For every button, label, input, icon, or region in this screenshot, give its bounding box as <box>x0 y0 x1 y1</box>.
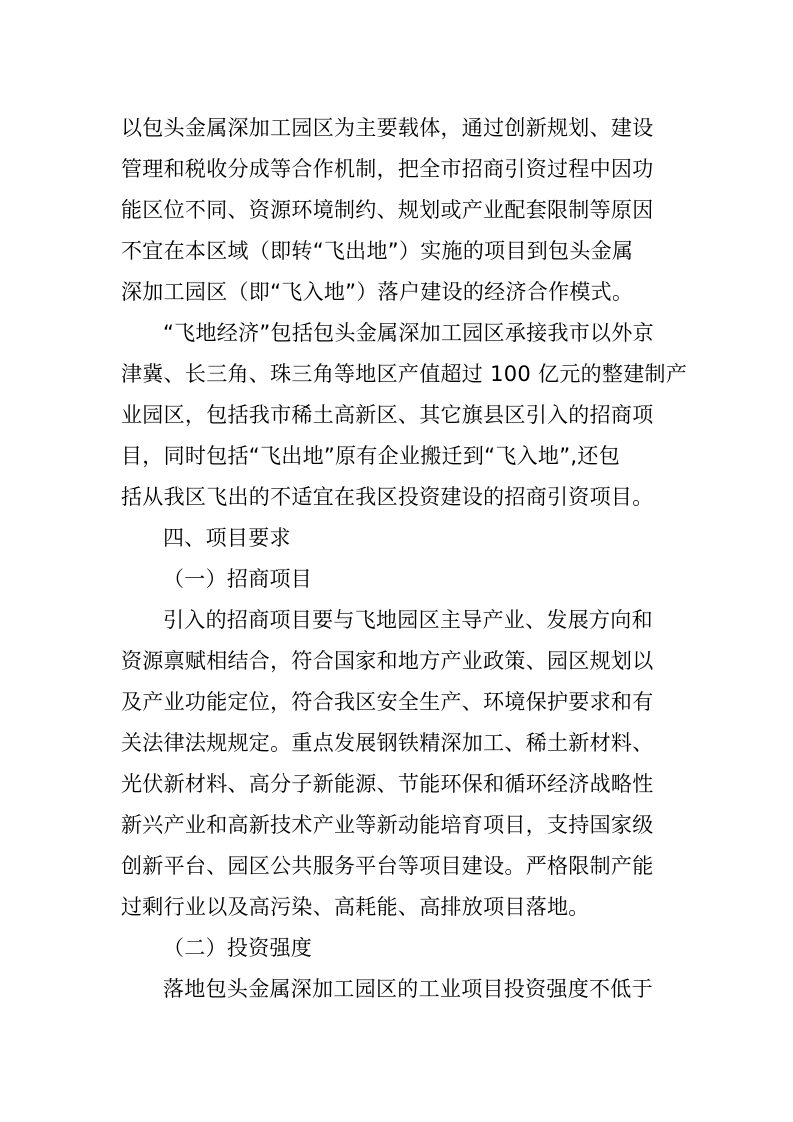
paragraph-line: 落地包头金属深加工园区的工业项目投资强度不低于 <box>163 977 653 1001</box>
subsection-heading: （一）招商项目 <box>163 567 313 591</box>
paragraph-line: 管理和税收分成等合作机制，把全市招商引资过程中因功 <box>121 157 654 181</box>
paragraph-line: “飞地经济”包括包头金属深加工园区承接我市以外京 <box>163 321 654 345</box>
paragraph-line: 括从我区飞出的不适宜在我区投资建设的招商引资项目。 <box>121 485 654 509</box>
paragraph-line: 深加工园区（即“飞入地”）落户建设的经济合作模式。 <box>121 280 634 304</box>
paragraph-line: 引入的招商项目要与飞地园区主导产业、发展方向和 <box>163 608 653 632</box>
paragraph-line: 过剩行业以及高污染、高耗能、高排放项目落地。 <box>121 895 590 919</box>
paragraph-line: 业园区，包括我市稀土高新区、其它旗县区引入的招商项 <box>121 403 654 427</box>
paragraph-line: 目，同时包括“飞出地”原有企业搬迁到“飞入地”,还包 <box>121 444 620 468</box>
paragraph-line: 光伏新材料、高分子新能源、节能环保和循环经济战略性 <box>121 772 654 796</box>
paragraph-line: 津冀、长三角、珠三角等地区产值超过 100 亿元的整建制产 <box>121 362 688 386</box>
paragraph-line: 以包头金属深加工园区为主要载体，通过创新规划、建设 <box>121 116 654 140</box>
paragraph-line: 创新平台、园区公共服务平台等项目建设。严格限制产能 <box>121 854 654 878</box>
paragraph-line: 关法律法规规定。重点发展钢铁精深加工、稀土新材料、 <box>121 731 654 755</box>
paragraph-line: 资源禀赋相结合，符合国家和地方产业政策、园区规划以 <box>121 649 654 673</box>
section-heading: 四、项目要求 <box>163 526 291 550</box>
paragraph-line: 新兴产业和高新技术产业等新动能培育项目，支持国家级 <box>121 813 654 837</box>
paragraph-line: 及产业功能定位，符合我区安全生产、环境保护要求和有 <box>121 690 654 714</box>
paragraph-line: 能区位不同、资源环境制约、规划或产业配套限制等原因 <box>121 198 654 222</box>
subsection-heading: （二）投资强度 <box>163 936 313 960</box>
paragraph-line: 不宜在本区域（即转“飞出地”）实施的项目到包头金属 <box>121 239 634 263</box>
